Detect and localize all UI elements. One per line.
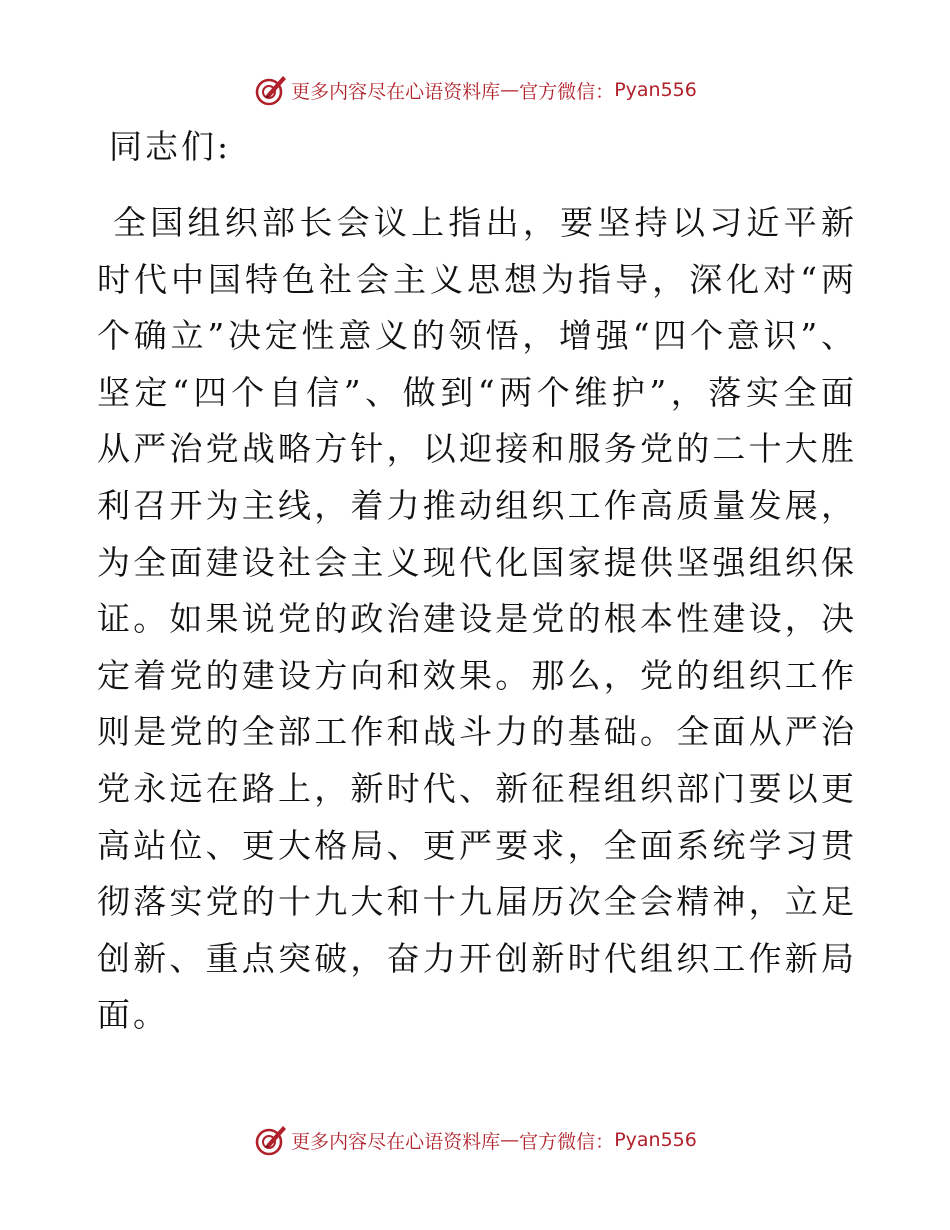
header-text: 更多内容尽在心语资料库: [291, 80, 501, 103]
header-official-label: 官方微信：: [519, 80, 615, 103]
document-body: [97, 127, 857, 1044]
footer-wechat-handle: Pyan556: [614, 1129, 697, 1151]
brush-logo-icon: [253, 1122, 289, 1158]
brush-logo-icon: [253, 72, 289, 108]
footer-banner: [0, 1120, 950, 1160]
header-separator: —: [500, 79, 520, 101]
footer-separator: —: [500, 1129, 520, 1151]
body-paragraph: 全国组织部长会议上指出，要坚持以习近平新时代中国特色社会主义思想为指导，深化对“两个确立”决定性意义的领悟，增强“四个意识”、坚定“四个自信”、做到“两个维护”，落实全面从严治党战略方针，以迎接和服务党的二十大胜利召开为主线，着力推动组织工作高质量发展，为全面建设社会主义现代化国家提供坚强组织保证。如果说党的政治建设是党的根本性建设，决定着党的建设方向和效果。那么，党的组织工作则是党的全部工作和战斗力的基础。全面从严治党永远在路上，新时代、新征程组织部门要以更高站位、更大格局、更严要求，全面系统学习贯彻落实党的十九大和十九届历次全会精神，立足创新、重点突破，奋力开创新时代组织工作新局面。: [97, 203, 857, 1035]
header-banner: [0, 70, 950, 110]
header-wechat-handle: Pyan556: [614, 79, 697, 101]
footer-official-label: 官方微信：: [519, 1130, 615, 1153]
salutation: 同志们:: [109, 127, 232, 166]
footer-text: 更多内容尽在心语资料库: [291, 1130, 501, 1153]
